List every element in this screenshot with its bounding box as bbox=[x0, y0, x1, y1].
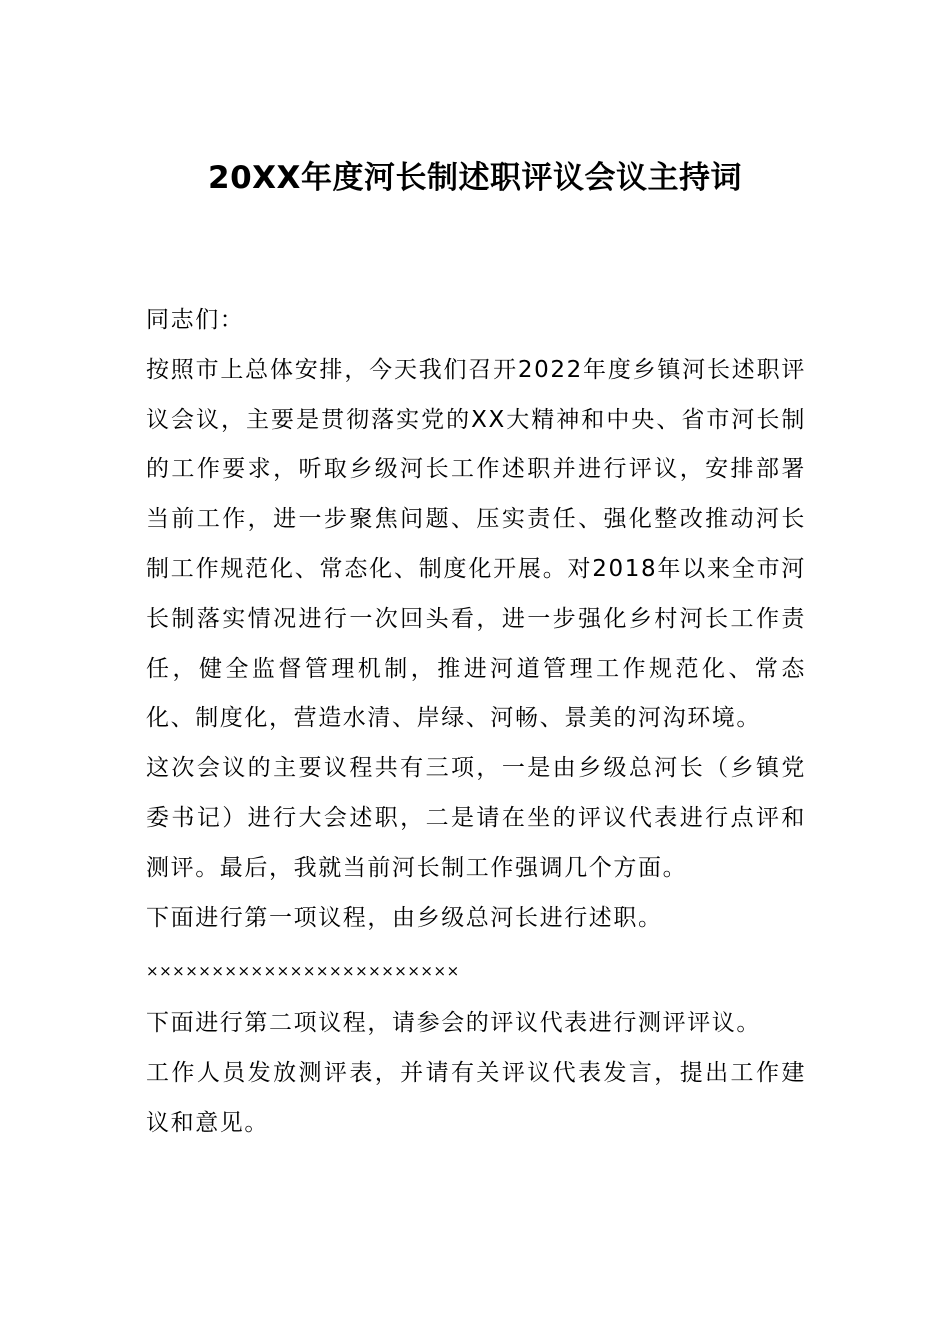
document-title: 20XX年度河长制述职评议会议主持词 bbox=[208, 160, 742, 196]
paragraph-instructions: 工作人员发放测评表，并请有关评议代表发言，提出工作建议和意见。 bbox=[146, 1060, 806, 1136]
paragraph-intro: 按照市上总体安排，今天我们召开2022年度乡镇河长述职评议会议，主要是贯彻落实党的XX大精神和中央、省市河长制的工作要求，听取乡级河长工作述职并进行评议，安排部署当前工作，进一步聚焦问题、压实责任、强化整改推动河长制工作规范化、常态化、制度化开展。对2018年以来全市河长制落实情况进行一次回头看，进一步强化乡村河长工作责任，健全监督管理机制，推进河道管理工作规范化、常态化、制度化，营造水清、岸绿、河畅、景美的河沟环境。 bbox=[146, 356, 806, 732]
paragraph-agenda: 这次会议的主要议程共有三项，一是由乡级总河长（乡镇党委书记）进行大会述职，二是请在坐的评议代表进行点评和测评。最后，我就当前河长制工作强调几个方面。 bbox=[146, 755, 806, 881]
document-body bbox=[146, 296, 806, 1149]
salutation: 同志们： bbox=[146, 307, 245, 333]
separator-line: ×××××××××××××××××××××××× bbox=[146, 962, 460, 981]
paragraph-first-item: 下面进行第一项议程，由乡级总河长进行述职。 bbox=[146, 904, 663, 931]
paragraph-second-item: 下面进行第二项议程，请参会的评议代表进行测评评议。 bbox=[146, 1010, 761, 1037]
